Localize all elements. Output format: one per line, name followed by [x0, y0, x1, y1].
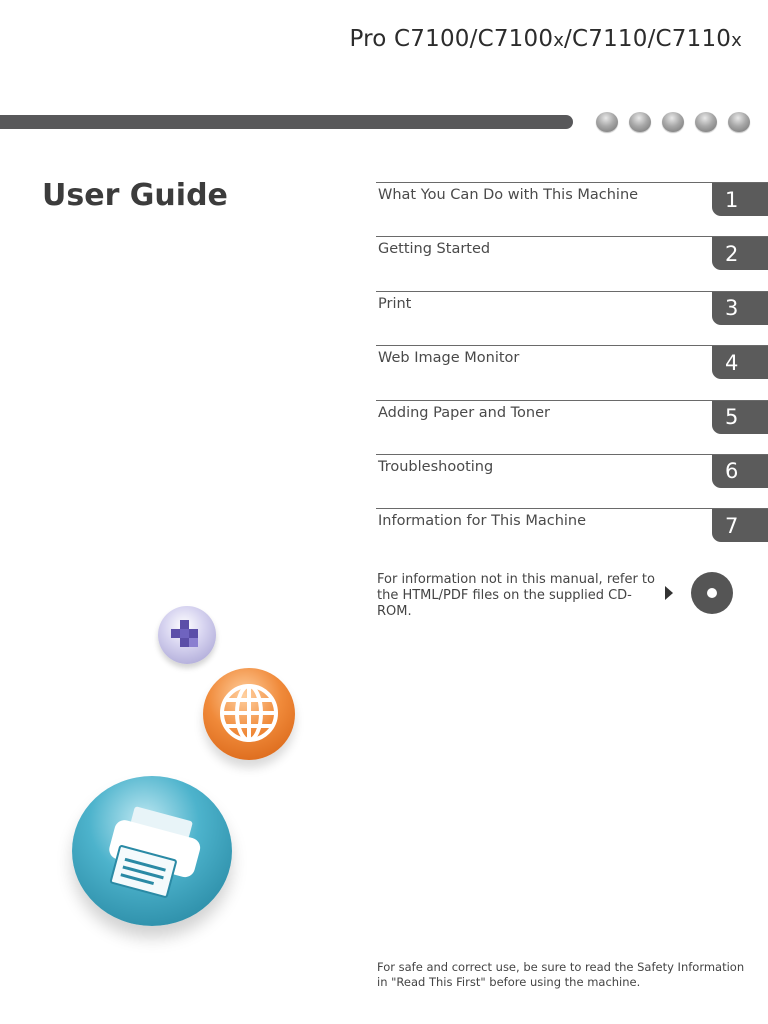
header-bar	[0, 115, 573, 129]
dot-icon	[728, 112, 750, 132]
header-dots	[596, 112, 750, 132]
chapter-tab[interactable]: 5	[712, 401, 768, 434]
chapter-title[interactable]: What You Can Do with This Machine	[378, 187, 639, 203]
chapter-tab[interactable]: 6	[712, 455, 768, 488]
model-name	[349, 26, 742, 52]
puzzle-icon	[158, 606, 216, 664]
chapter-title[interactable]: Print	[378, 295, 412, 312]
globe-icon	[203, 668, 295, 760]
chapter-link-7[interactable]	[376, 508, 768, 562]
chapter-link-4[interactable]	[376, 345, 768, 399]
chapter-tab[interactable]: 1	[712, 183, 768, 216]
chapter-tab[interactable]: 2	[712, 237, 768, 270]
dot-icon	[662, 112, 684, 132]
chapter-tab[interactable]: 3	[712, 292, 768, 325]
chapter-title[interactable]: Information for This Machine	[378, 513, 587, 530]
chapter-tab[interactable]: 4	[712, 346, 768, 379]
model-name-suffix: x	[553, 30, 565, 51]
chapter-title[interactable]: Getting Started	[378, 241, 491, 258]
chapter-title[interactable]: Web Image Monitor	[378, 350, 520, 367]
chapter-link-3[interactable]	[376, 291, 768, 345]
printer-icon	[72, 776, 232, 926]
chapter-tab[interactable]: 7	[712, 509, 768, 542]
dot-icon	[629, 112, 651, 132]
chapter-title[interactable]: Troubleshooting	[378, 458, 494, 475]
cd-rom-note: For information not in this manual, refer to the HTML/PDF files on the supplied CD-ROM.	[377, 572, 655, 619]
page-title: User Guide	[42, 178, 228, 213]
printer-icon-glyph	[72, 776, 232, 926]
model-name-part: /C7110/C7110	[564, 26, 732, 52]
chapter-title[interactable]: Adding Paper and Toner	[378, 404, 551, 421]
model-name-part: Pro C7100/C7100	[349, 26, 554, 52]
dot-icon	[596, 112, 618, 132]
chapter-link-2[interactable]	[376, 236, 768, 290]
model-name-suffix: x	[731, 30, 742, 51]
table-of-contents	[376, 182, 768, 563]
chapter-link-1[interactable]	[376, 182, 768, 236]
arrow-right-icon	[665, 586, 673, 600]
chapter-link-5[interactable]	[376, 400, 768, 454]
dot-icon	[695, 112, 717, 132]
cd-rom-icon[interactable]	[691, 572, 733, 614]
safety-footer-note: For safe and correct use, be sure to read the Safety Information in "Read This First" before using the machine.	[377, 960, 745, 989]
globe-icon-glyph	[203, 668, 295, 760]
puzzle-icon-glyph	[158, 606, 216, 664]
chapter-link-6[interactable]	[376, 454, 768, 508]
